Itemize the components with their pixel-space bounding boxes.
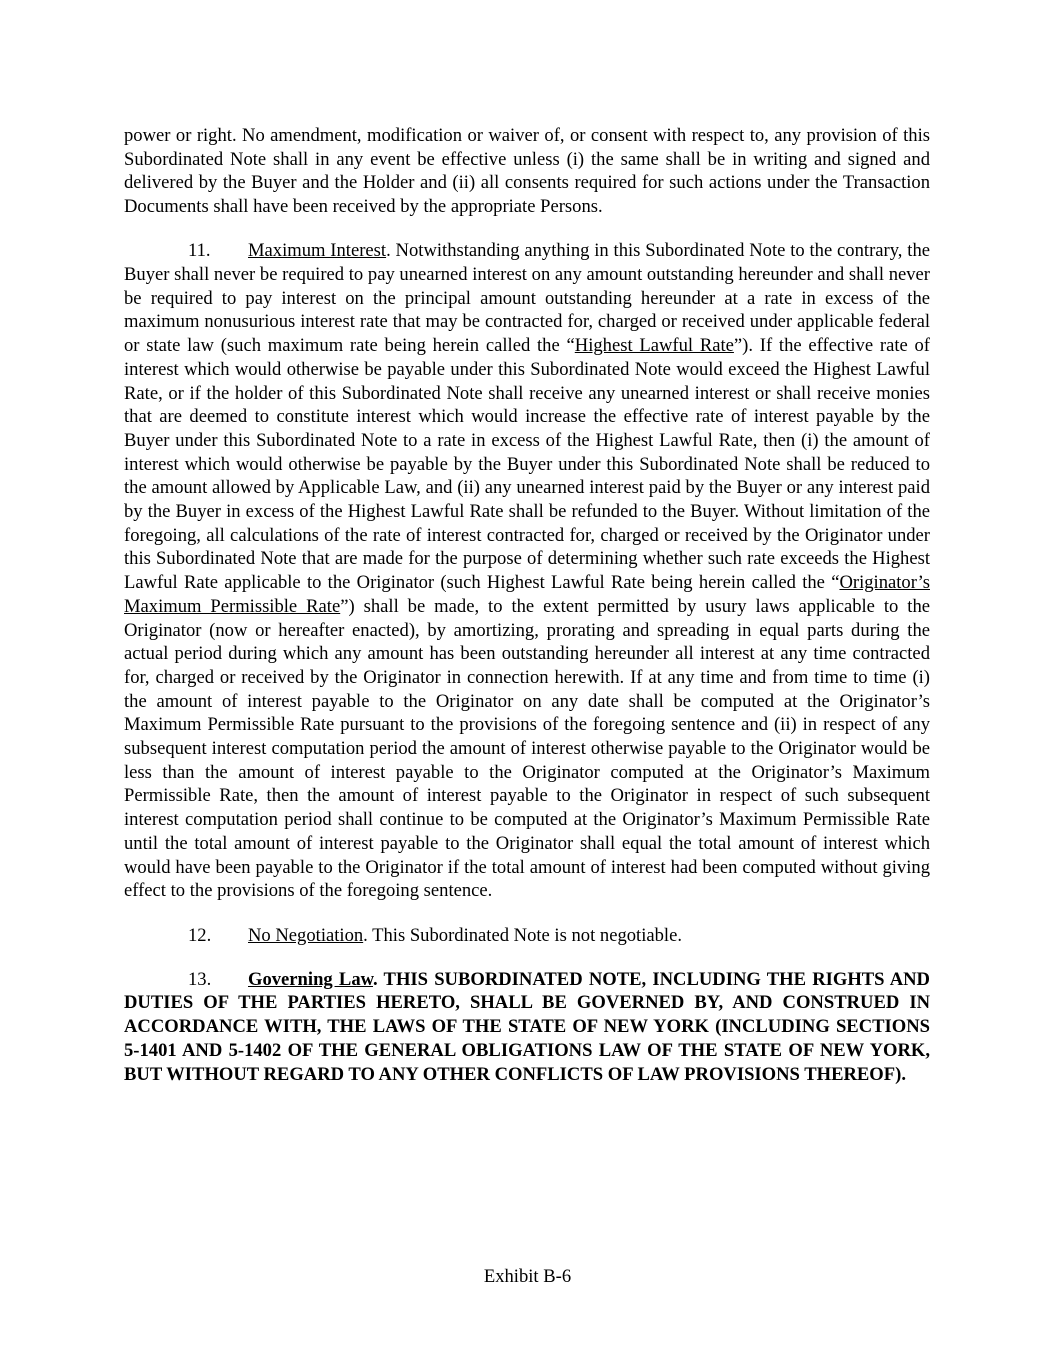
paragraph-continuation-text: power or right. No amendment, modification or waiver of, or consent with respect to, any provision of this Subordinated Note shall in any event be effective unless (i) the same shall be in writing and signed and delivered by the Buyer and the Holder and (ii) all consents required for such actions under the Transaction Documents shall have been received by the appropriate Persons. (124, 125, 930, 218)
page-footer (0, 1265, 1055, 1289)
heading-punctuation: . (373, 968, 378, 990)
section-text: THIS SUBORDINATED NOTE, INCLUDING THE RIGHTS AND DUTIES OF THE PARTIES HERETO, SHALL BE GOVERNED BY, AND CONSTRUED IN ACCORDANCE WITH, THE LAWS OF THE STATE OF NEW YORK (INCLUDING SECTIONS 5-1401 AND 5-1402 OF THE GENERAL OBLIGATIONS LAW OF THE STATE OF NEW YORK, BUT WITHOUT REGARD TO ANY OTHER CONFLICTS OF LAW PROVISIONS THEREOF). (124, 968, 930, 1085)
defined-term-originators-maximum-permissible-rate: Originator’s Maximum Permissible Rate (124, 572, 930, 617)
paragraph-continuation (124, 124, 930, 219)
section-text: ”) shall be made, to the extent permitted by usury laws applicable to the Originator (now or hereafter enacted), by amortizing, prorating and spreading in equal parts during the actual period during which any amount has been outstanding hereunder all interest at any time contracted for, charged or received by the Originator in connection herewith. If at any time and from time to time (i) the amount of interest payable to the Originator on any date shall be computed at the Originator’s Maximum Permissible Rate pursuant to the provisions of the foregoing sentence and (ii) in respect of any subsequent interest computation period the amount of interest otherwise payable to the Originator would be less than the amount of interest payable to the Originator computed at the Originator’s Maximum Permissible Rate, then the amount of interest payable to the Originator in respect of such subsequent interest computation period shall continue to be computed at the Originator’s Maximum Permissible Rate until the total amount of interest payable to the Originator shall equal the total amount of interest which would have been payable to the Originator if the total amount of interest had been computed without giving effect to the provisions of the foregoing sentence. (124, 595, 931, 902)
section-number: 13. (188, 968, 212, 990)
heading-punctuation: . (363, 924, 368, 946)
heading-punctuation: . (386, 240, 391, 262)
section-13-governing-law (124, 968, 930, 1087)
section-text: ”). If the effective rate of interest which would otherwise be payable under this Subordinated Note would exceed the Highest Lawful Rate, or if the holder of this Subordinated Note shall receive any unearned interest or shall receive monies that are deemed to constitute interest which would increase the effective rate of interest payable by the Buyer under this Subordinated Note to a rate in excess of the Highest Lawful Rate, then (i) the amount of interest which would otherwise be payable by the Buyer under this Subordinated Note shall be reduced to the amount allowed by Applicable Law, and (ii) any unearned interest paid by the Buyer or any interest paid by the Buyer in excess of the Highest Lawful Rate shall be refunded to the Buyer. Without limitation of the foregoing, all calculations of the rate of interest contracted for, charged or received by the Originator under this Subordinated Note that are made for the purpose of determining whether such rate exceeds the Highest Lawful Rate applicable to the Originator (such Highest Lawful Rate being herein called the “ (124, 335, 930, 594)
defined-term-highest-lawful-rate: Highest Lawful Rate (574, 335, 734, 357)
section-text: This Subordinated Note is not negotiable. (367, 924, 682, 946)
section-12-no-negotiation (124, 924, 930, 948)
section-11-maximum-interest (124, 239, 930, 903)
document-page (124, 124, 930, 1086)
section-heading: No Negotiation (248, 924, 364, 946)
exhibit-label: Exhibit B-6 (483, 1266, 572, 1287)
section-heading: Maximum Interest (248, 240, 387, 262)
section-number: 12. (188, 924, 212, 946)
section-number: 11. (188, 240, 211, 262)
section-heading: Governing Law (248, 968, 374, 990)
section-text: Notwithstanding anything in this Subordinated Note to the contrary, the Buyer shall never be required to pay unearned interest on any amount outstanding hereunder and shall never be required to pay interest on the principal amount outstanding hereunder at a rate in excess of the maximum nonusurious interest rate that may be contracted for, charged or received under applicable federal or state law (such maximum rate being herein called the “ (124, 240, 930, 357)
